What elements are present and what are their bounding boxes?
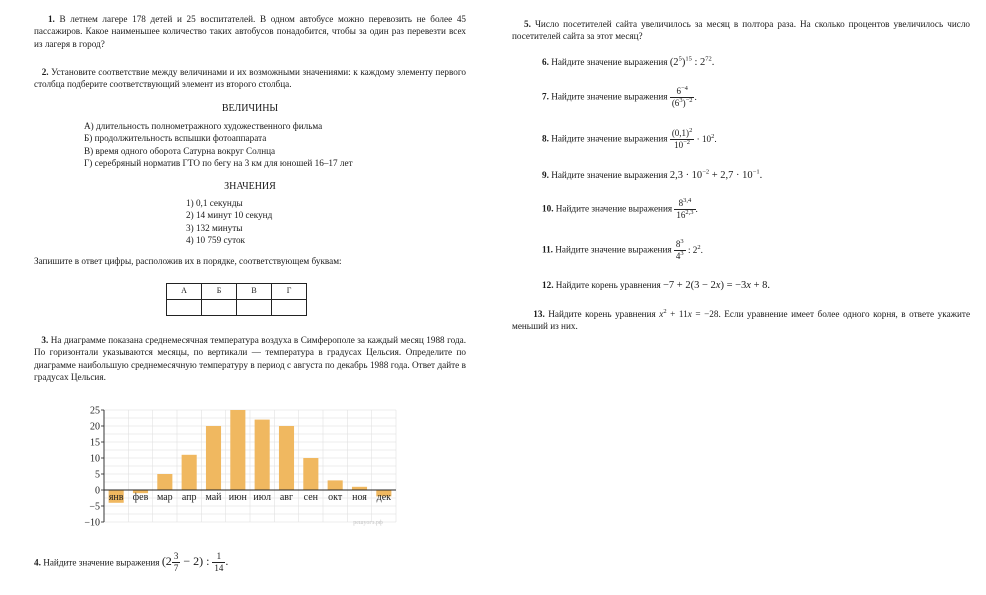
task-6-number: 6. — [542, 57, 549, 67]
task-4-number: 4. — [34, 557, 41, 568]
answer-cell[interactable] — [202, 300, 237, 316]
answer-cell[interactable] — [167, 300, 202, 316]
chart-y-labels — [84, 406, 100, 529]
value-item: 1) 0,1 секунды — [186, 198, 243, 208]
task-4-text: Найдите значение выражения — [43, 557, 160, 568]
x-tick-label: янв — [108, 492, 124, 503]
answer-cell[interactable] — [237, 300, 272, 316]
value-item: 4) 10 759 суток — [186, 235, 246, 246]
quantity-item: Б) продолжительность вспышки фотоаппарата — [84, 133, 267, 144]
answer-table-header — [167, 284, 307, 300]
x-tick-label: авг — [279, 492, 294, 503]
temperature-chart — [62, 404, 402, 530]
task-8-text: Найдите значение выражения — [551, 133, 668, 144]
chart-bar — [206, 426, 221, 490]
task-11 — [542, 239, 703, 262]
task-4-expression: (2 $\frac{3}{7}$ − 2) : $\frac{1}{14}$ . — [161, 551, 229, 573]
task-2-number: 2. — [41, 67, 49, 77]
task-11-expression: $\frac{8^3}{4^3}$ : $2^2$. — [675, 238, 703, 261]
task-6-expression: $(2^5)^{15}$ : $2^{72}$. — [669, 55, 715, 68]
task-2 — [34, 66, 466, 91]
answer-header-a: А — [167, 284, 202, 300]
answer-table — [166, 283, 307, 316]
task-4 — [34, 551, 228, 574]
task-9-expression: $2,3 \cdot 10^{-2} + 2,7 \cdot 10^{-1}$. — [669, 168, 763, 181]
x-tick-label: ноя — [352, 492, 367, 503]
task-11-text: Найдите значение выражения — [555, 244, 672, 255]
answer-header-v: В — [237, 284, 272, 300]
answer-header-b: Б — [202, 284, 237, 300]
task-6-text: Найдите значение выражения — [551, 57, 668, 67]
quantity-item: Г) серебряный норматив ГТО по бегу на 3 км для юношей 16–17 лет — [84, 158, 353, 169]
x-tick-label: дек — [376, 492, 392, 503]
task-10-number: 10. — [542, 203, 554, 214]
y-tick-label: 5 — [95, 469, 100, 481]
y-tick-label: 15 — [90, 437, 100, 449]
task-2-text: Установите соответствие между величинами и их возможными значениями: к каждому элементу первого столбца подберите соответствующий элемент из второго столбца. — [34, 67, 467, 90]
chart-bar — [230, 410, 245, 490]
chart-grid — [104, 410, 396, 522]
x-tick-label: сен — [303, 492, 319, 503]
task-5 — [512, 18, 970, 43]
quantities-list — [84, 120, 353, 170]
chart-bar — [279, 426, 294, 490]
task-5-number: 5. — [524, 19, 531, 29]
task-8 — [542, 128, 717, 151]
task-7-expression: $\frac{6^{-4}}{(6^3)^{-2}}$ . — [671, 85, 697, 108]
x-tick-label: фев — [132, 492, 149, 503]
values-list — [186, 197, 272, 247]
task-12-expression: −7 + 2(3 − 2x) = −3x + 8. — [663, 280, 771, 291]
task-1-number: 1. — [47, 14, 55, 24]
task-3 — [34, 334, 466, 384]
task-9-text: Найдите значение выражения — [551, 170, 668, 180]
y-tick-label: 20 — [90, 421, 100, 433]
task-7-text: Найдите значение выражения — [551, 91, 668, 102]
chart-bar — [255, 420, 270, 490]
task-5-text: Число посетителей сайта увеличилось за месяц в полтора раза. На сколько процентов увеличилось число посетителей сайта за этот месяц? — [512, 19, 970, 42]
x-tick-label: мар — [156, 492, 173, 503]
task-13 — [512, 308, 970, 333]
task-1 — [34, 13, 466, 50]
task-12-number: 12. — [542, 280, 554, 290]
chart-bar — [157, 474, 172, 490]
x-tick-label: окт — [328, 492, 343, 503]
task-12 — [542, 279, 770, 292]
quantity-item: А) длительность полнометражного художественного фильма — [84, 121, 323, 131]
task-3-text: На диаграмме показана среднемесячная температура воздуха в Симферополе за каждый месяц 1988 года. По горизонтали указываются месяцы, по вертикали — температура в градусах Цельсия. Определите по диаграмме наибольшую среднемесячную температуру в период с августа по декабрь 1988 года. Ответ дайте в градусах Цельсия. — [34, 335, 467, 383]
chart-bar — [182, 455, 197, 490]
y-tick-label: −5 — [89, 501, 100, 513]
task-1-text: В летнем лагере 178 детей и 25 воспитателей. В одном автобусе можно перевозить не более 45 пассажиров. Какое наименьшее количество таких автобусов понадобится, чтобы за один раз перевезти всех из лагеря в город? — [34, 14, 467, 49]
values-heading: ЗНАЧЕНИЯ — [224, 181, 276, 192]
x-tick-label: июн — [228, 492, 247, 503]
quantity-item: В) время одного оборота Сатурна вокруг Солнца — [84, 145, 276, 156]
task-7-number: 7. — [542, 91, 549, 102]
task-3-number: 3. — [41, 335, 49, 345]
task-9-number: 9. — [542, 170, 549, 180]
value-item: 3) 132 минуты — [186, 222, 243, 233]
chart-watermark: решуогэ.рф — [353, 520, 383, 526]
x-tick-label: апр — [181, 492, 197, 503]
value-item: 2) 14 минут 10 секунд — [186, 210, 273, 221]
y-tick-label: −10 — [84, 517, 100, 529]
task-9 — [542, 169, 762, 182]
y-tick-label: 0 — [95, 485, 100, 497]
answer-table-input-row — [167, 300, 307, 316]
task-7 — [542, 86, 697, 109]
task-13-text: Найдите корень уравнения — [548, 309, 656, 319]
task-13-number: 13. — [533, 309, 545, 319]
task-8-number: 8. — [542, 133, 549, 144]
task-13-expression: $x^2 + 11x = -28$ — [659, 307, 719, 319]
x-tick-label: май — [205, 492, 222, 503]
answer-header-g: Г — [272, 284, 307, 300]
chart-bar — [303, 458, 318, 490]
y-tick-label: 25 — [90, 405, 100, 417]
instruction: Запишите в ответ цифры, расположив их в порядке, соответствующем буквам: — [34, 256, 342, 266]
chart-bar — [352, 487, 367, 490]
x-tick-label: июл — [253, 492, 271, 503]
task-6 — [542, 56, 714, 69]
y-tick-label: 10 — [90, 453, 100, 465]
task-10-expression: $\frac{8^{3,4}}{16^{2,3}}$ . — [676, 197, 698, 220]
task-10-text: Найдите значение выражения — [555, 203, 673, 214]
task-8-expression: $\frac{(0,1)^2}{10^{-2}}$ · $10^2$. — [671, 127, 717, 150]
task-11-number: 11. — [542, 244, 553, 255]
task-10 — [542, 198, 698, 221]
chart-bar — [328, 480, 343, 490]
answer-cell[interactable] — [272, 300, 307, 316]
task-13-tail: . Если уравнение имеет более одного корня, в ответе укажите меньший из них. — [512, 309, 971, 332]
quantities-heading: ВЕЛИЧИНЫ — [221, 103, 279, 114]
task-12-text: Найдите корень уравнения — [555, 280, 661, 290]
